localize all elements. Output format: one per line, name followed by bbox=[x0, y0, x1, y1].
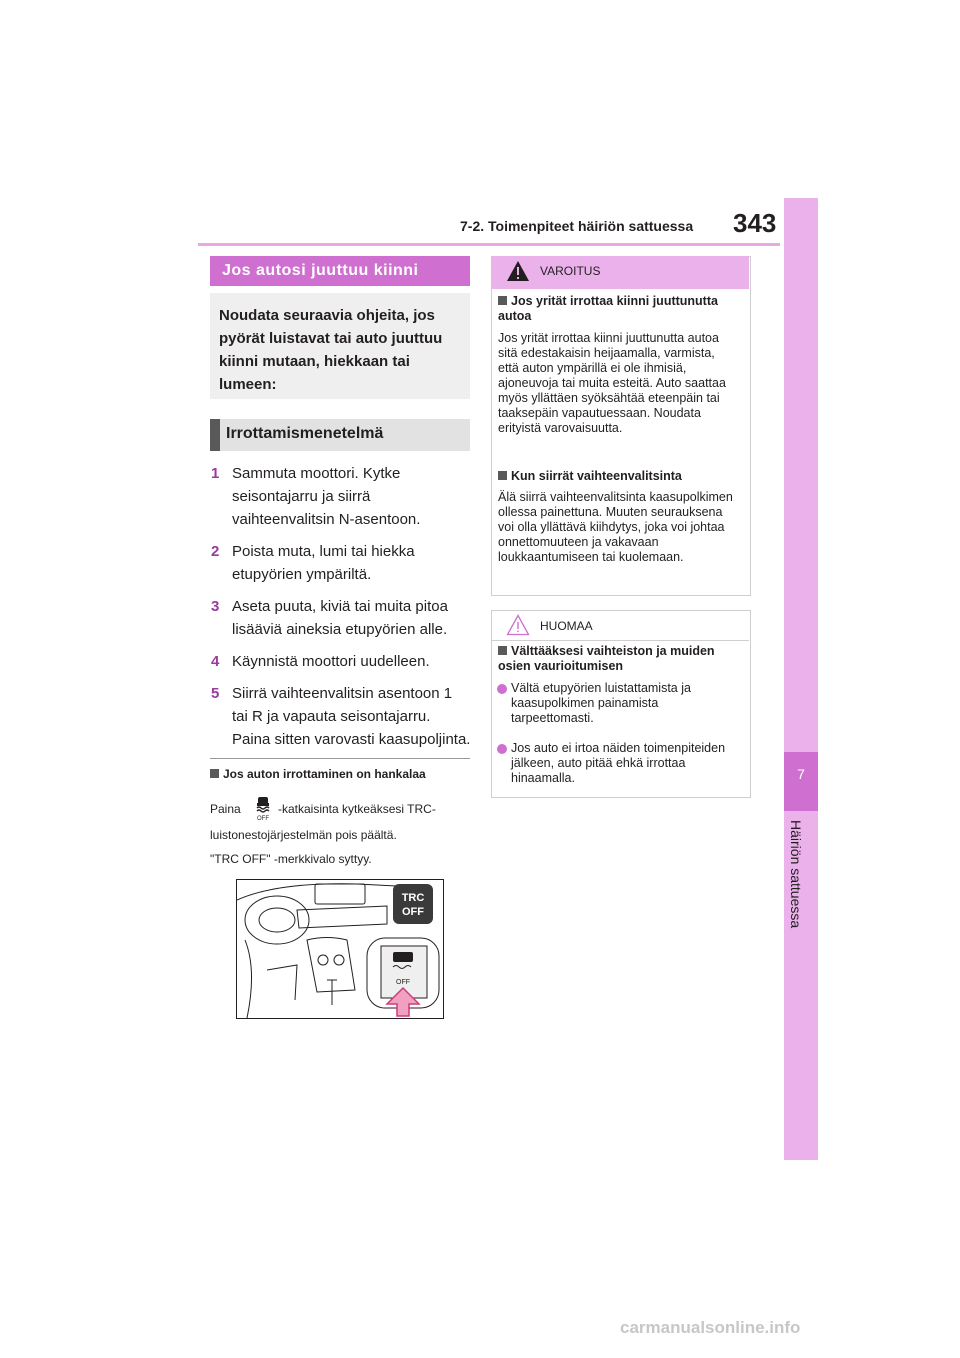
steps-list bbox=[211, 462, 471, 760]
round-bullet-icon bbox=[497, 684, 507, 694]
step-text: Aseta puuta, kiviä tai muita pitoa lisääviä aineksia etupyörien alle. bbox=[232, 598, 448, 638]
chapter-side-tab bbox=[784, 198, 818, 1160]
step-item bbox=[211, 650, 471, 673]
warning-item-body: Jos yrität irrottaa kiinni juuttunutta autoa sitä edestakaisin heijaamalla, varmista, että auton ympärillä ei ole ihmisiä, ajoneuvoja tai muita esteitä. Auto saattaa myös yllättäen syöksähtää eteenpäin tai taaksepäin vapautuessaan. Noudata erityistä varovaisuutta. bbox=[498, 331, 726, 435]
square-bullet-icon bbox=[498, 296, 507, 305]
step-text: Poista muta, lumi tai hiekka etupyörien ympäriltä. bbox=[232, 543, 415, 583]
subheading: Irrottamismenetelmä bbox=[226, 425, 384, 442]
caution-item-title-text: Välttääksesi vaihteiston ja muiden osien vaurioitumisen bbox=[498, 644, 715, 673]
step-item bbox=[211, 595, 471, 641]
warning-item-title bbox=[498, 469, 738, 484]
caution-item-body: Jos auto ei irtoa näiden toimenpiteiden jälkeen, auto pitää ehkä irrottaa hinaamalla. bbox=[511, 741, 726, 785]
switch-off-label: OFF bbox=[396, 979, 410, 986]
warning-item-title bbox=[498, 294, 738, 324]
square-bullet-icon bbox=[498, 471, 507, 480]
warning-title: VAROITUS bbox=[540, 264, 601, 278]
dashboard-illustration bbox=[236, 879, 444, 1019]
square-bullet-icon bbox=[498, 646, 507, 655]
caution-item-title bbox=[498, 644, 738, 674]
note-text: "TRC OFF" -merkkivalo syttyy. bbox=[210, 852, 372, 866]
indicator-trc-label: TRC bbox=[401, 892, 425, 904]
square-bullet-icon bbox=[210, 769, 219, 778]
step-number: 1 bbox=[211, 465, 220, 482]
step-number: 2 bbox=[211, 543, 220, 560]
caution-divider bbox=[491, 640, 749, 641]
warning-item-title-text: Kun siirrät vaihteenvalitsinta bbox=[511, 469, 682, 483]
step-number: 5 bbox=[211, 685, 220, 702]
intro-text: Noudata seuraavia ohjeita, jos pyörät luistavat tai auto juuttuu kiinni mutaan, hiekkaan tai lumeen: bbox=[219, 307, 443, 393]
step-item bbox=[211, 462, 471, 531]
chapter-title: Häiriön sattuessa bbox=[788, 820, 804, 929]
note-text: Paina bbox=[210, 802, 241, 816]
step-number: 3 bbox=[211, 598, 220, 615]
step-item bbox=[211, 682, 471, 751]
warning-item-title-text: Jos yrität irrottaa kiinni juuttunutta autoa bbox=[498, 294, 718, 323]
note-title bbox=[210, 767, 426, 781]
svg-text:OFF: OFF bbox=[257, 816, 269, 821]
section-heading: Jos autosi juuttuu kiinni bbox=[210, 256, 470, 286]
caution-triangle-icon bbox=[506, 614, 530, 636]
note-title-text: Jos auton irrottaminen on hankalaa bbox=[223, 767, 426, 781]
step-text: Siirrä vaihteenvalitsin asentoon 1 tai R ja vapauta seisontajarru. Paina sitten varovasti kaasupoljinta. bbox=[232, 685, 471, 748]
divider bbox=[210, 758, 470, 759]
step-text: Sammuta moottori. Kytke seisontajarru ja siirrä vaihteenvalitsin N-asentoon. bbox=[232, 465, 421, 528]
header-rule bbox=[198, 243, 780, 246]
caution-title: HUOMAA bbox=[540, 619, 593, 633]
caution-item-body: Vältä etupyörien luistattamista ja kaasupolkimen painamista tarpeettomasti. bbox=[511, 681, 691, 725]
note-text: luistonestojärjestelmän pois päältä. bbox=[210, 828, 397, 842]
page-number: 343 bbox=[733, 208, 777, 238]
round-bullet-icon bbox=[497, 744, 507, 754]
indicator-off-label: OFF bbox=[402, 906, 424, 918]
header-section-title: 7-2. Toimenpiteet häiriön sattuessa bbox=[460, 218, 694, 234]
note-text: -katkaisinta kytkeäksesi TRC- bbox=[278, 802, 436, 816]
step-text: Käynnistä moottori uudelleen. bbox=[232, 653, 430, 670]
chapter-number: 7 bbox=[797, 766, 805, 782]
warning-triangle-icon bbox=[506, 260, 530, 282]
subheading-bar bbox=[210, 419, 220, 451]
trc-off-icon bbox=[253, 795, 273, 821]
step-number: 4 bbox=[211, 653, 220, 670]
step-item bbox=[211, 540, 471, 586]
warning-item-body: Älä siirrä vaihteenvalitsinta kaasupolkimen ollessa painettuna. Muuten seurauksena voi olla yllättävä kiihdytys, joka voi johtaa onnettomuuteen ja vakavaan loukkaantumiseen tai kuolemaan. bbox=[498, 490, 733, 564]
watermark: carmanualsonline.info bbox=[620, 1318, 801, 1337]
